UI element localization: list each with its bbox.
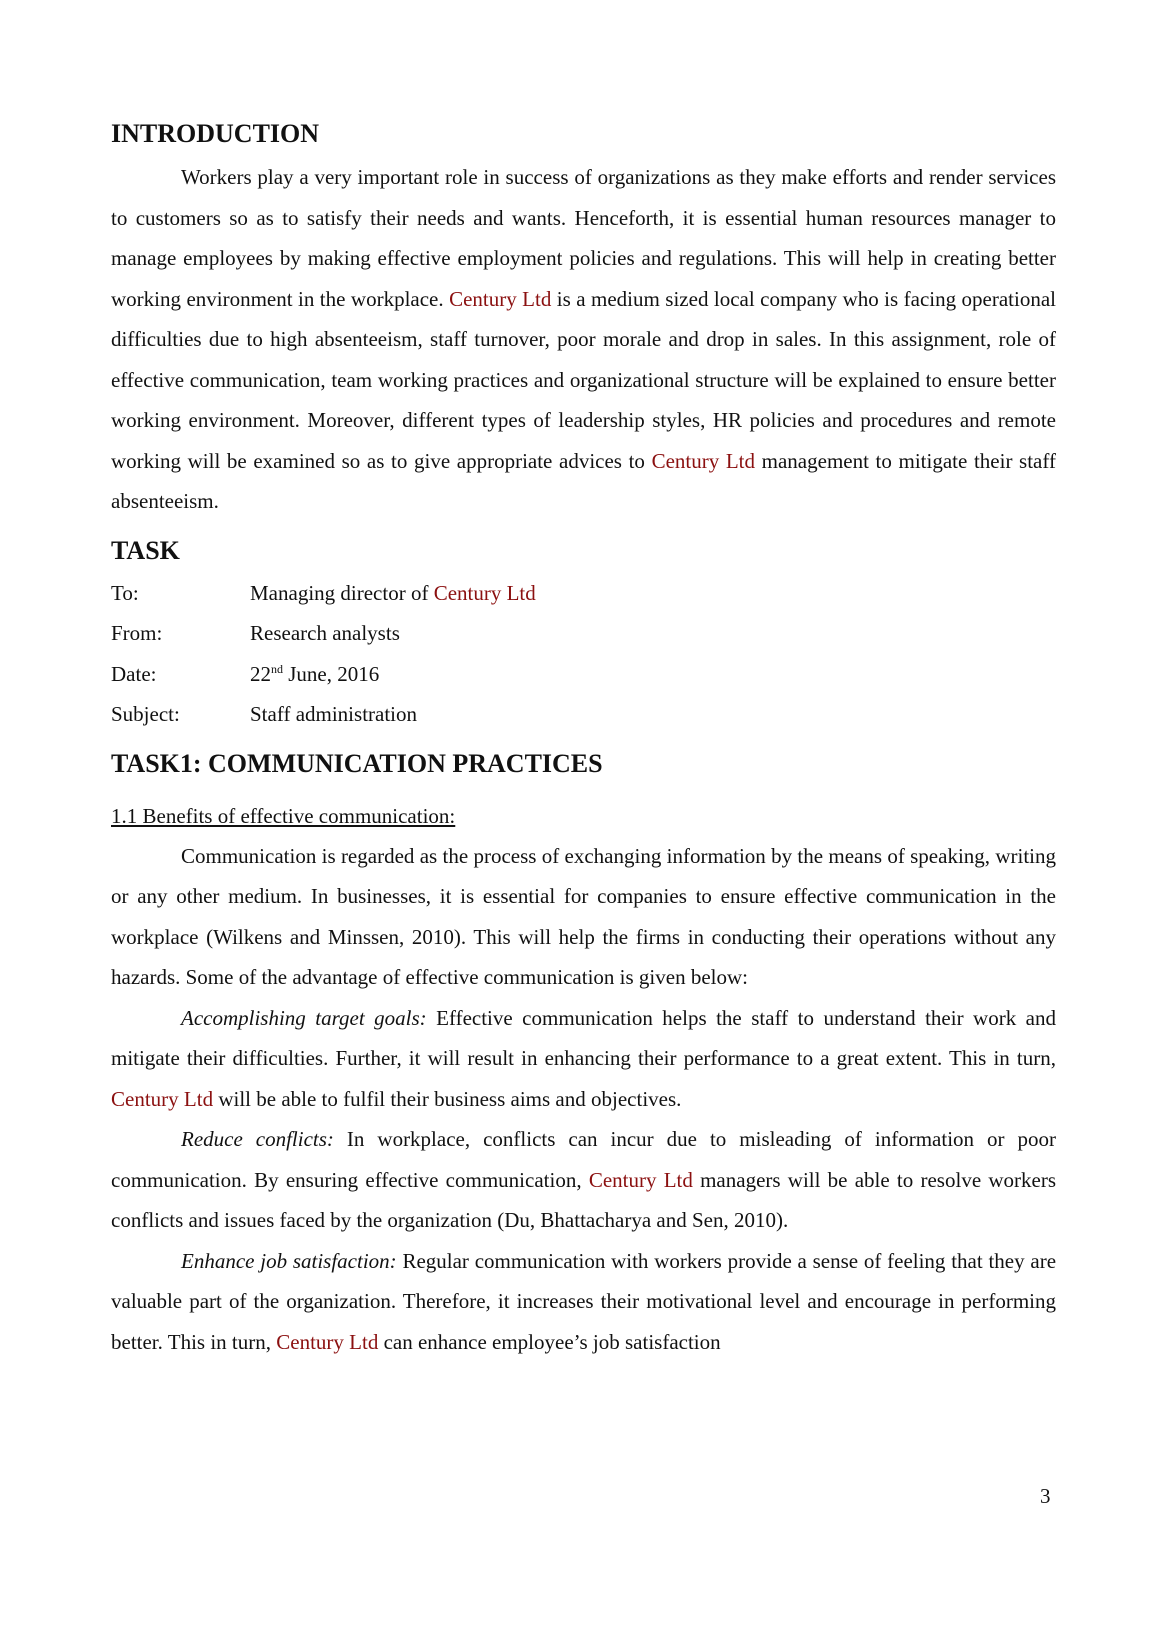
company-name: Century Ltd [276, 1329, 379, 1354]
intro-text-b: is a medium sized local company who is facing operational difficulties due to high absenteeism, staff turnover, poor morale and drop in sales. In this assignment, role of effective communication, team working practices and organizational structure will be explained to ensure better working environment. Moreover, different types of leadership styles, HR policies and procedures and remote working will be examined so as to give appropriate advices to [111, 286, 1057, 473]
task1-heading: TASK1: COMMUNICATION PRACTICES [111, 748, 603, 778]
memo-row-subject [111, 694, 1056, 735]
memo-label: From: [111, 621, 163, 645]
page-content [111, 118, 1056, 1362]
communication-intro-paragraph: Communication is regarded as the process of exchanging information by the means of speaking, writing or any other medium. In businesses, it is essential for companies to ensure effective communication in the workplace (Wilkens and Minssen, 2010). This will help the firms in conducting their operations without any hazards. Some of the advantage of effective communication is given below: [111, 843, 1056, 989]
satisfaction-text-a: Regular communication with workers provide a sense of feeling that they are valuable part of the organization. Therefore, it increases their motivational level and encourage in performing better. This in turn, [111, 1248, 1057, 1354]
task-heading: TASK [111, 535, 180, 565]
memo-row-date [111, 654, 1056, 695]
introduction-heading: INTRODUCTION [111, 119, 320, 148]
goals-text-b: will be able to fulfil their business aims and objectives. [218, 1086, 682, 1111]
conflicts-text-a: In workplace, conflicts can incur due to misleading of information or poor communication. By ensuring effective communication, [111, 1127, 1057, 1192]
memo-value [250, 573, 536, 614]
conflicts-title: Reduce conflicts: [181, 1127, 334, 1151]
goals-title: Accomplishing target goals: [181, 1005, 427, 1030]
satisfaction-paragraph [111, 1241, 1056, 1363]
memo-label: Subject: [111, 702, 180, 726]
company-name: Century Ltd [651, 448, 756, 473]
company-name: Century Ltd [588, 1167, 693, 1192]
date-day: 22 [250, 661, 271, 686]
memo-row-to [111, 573, 1056, 614]
date-suffix: nd [271, 661, 283, 676]
intro-text-c: management to mitigate their staff absenteeism. [111, 448, 1056, 513]
conflicts-paragraph [111, 1119, 1056, 1241]
page-number: 3 [1040, 1484, 1051, 1508]
satisfaction-text-b: can enhance employee’s job satisfaction [383, 1329, 721, 1354]
memo-row-from [111, 613, 1056, 654]
intro-text-a: Workers play a very important role in success of organizations as they make efforts and render services to customers so as to satisfy their needs and wants. Henceforth, it is essential human resources manager to manage employees by making effective employment policies and regulations. This will help in creating better working environment in the workplace. [111, 165, 1056, 311]
goals-text-a: Effective communication helps the staff to understand their work and mitigate their difficulties. Further, it will result in enhancing their performance to a great extent. This in turn, [111, 1005, 1056, 1070]
memo-label: Date: [111, 661, 157, 686]
introduction-paragraph [111, 157, 1056, 522]
company-name: Century Ltd [433, 580, 536, 605]
memo-value: Staff administration [250, 702, 418, 726]
to-value-text: Managing director of [250, 580, 429, 605]
memo-value: Research analysts [250, 621, 400, 645]
memo-block [111, 573, 1056, 735]
conflicts-text-b: managers will be able to resolve workers conflicts and issues faced by the organization (Du, Bhattacharya and Sen, 2010). [111, 1167, 1057, 1232]
memo-value [250, 654, 379, 695]
company-name: Century Ltd [449, 286, 552, 311]
section-subheading: 1.1 Benefits of effective communication: [111, 803, 456, 828]
company-name: Century Ltd [111, 1086, 214, 1111]
goals-paragraph [111, 998, 1056, 1120]
memo-label: To: [111, 580, 139, 605]
satisfaction-title: Enhance job satisfaction: [181, 1248, 397, 1273]
date-rest: June, 2016 [288, 661, 380, 686]
